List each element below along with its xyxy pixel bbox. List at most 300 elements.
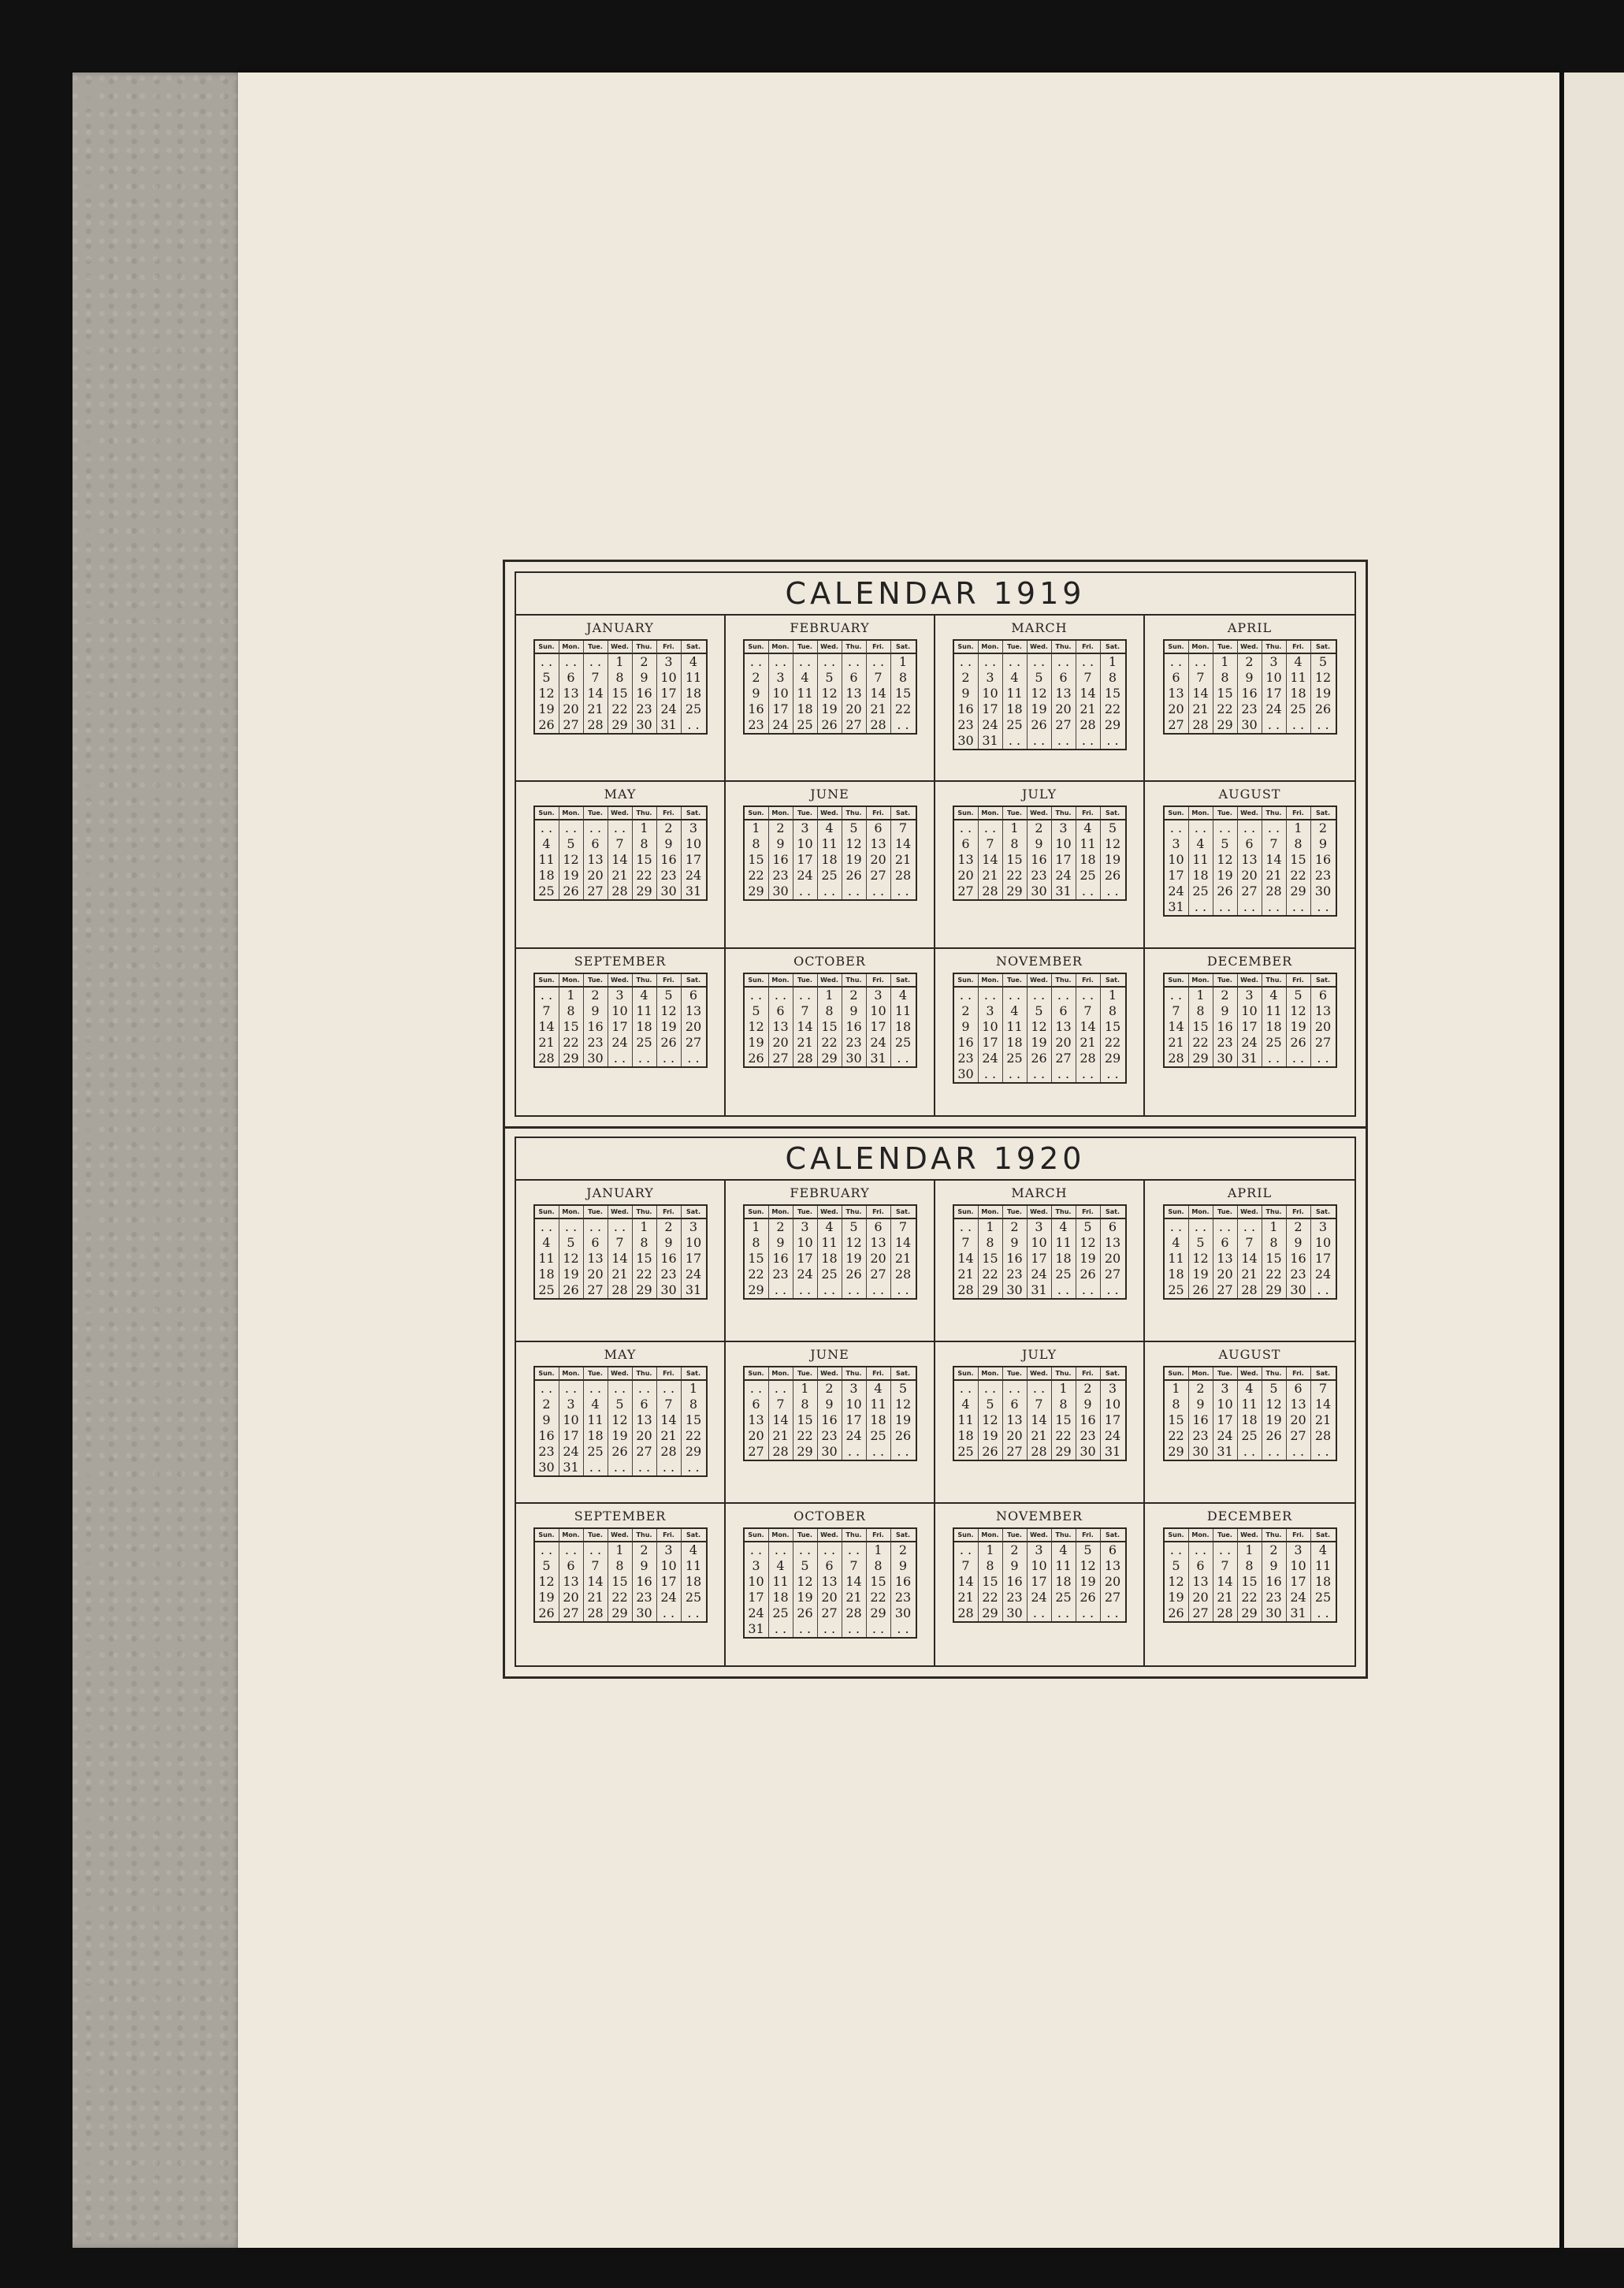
day-number: 2: [1262, 1542, 1287, 1558]
day-number: 6: [584, 1235, 608, 1251]
day-number: 6: [1189, 1558, 1213, 1574]
month-december: [1145, 949, 1355, 1115]
day-number: 17: [685, 1251, 702, 1266]
day-number: 29: [1165, 1444, 1189, 1460]
blank-day: . .: [1213, 899, 1238, 915]
weekday-header: Wed.: [1238, 974, 1262, 988]
weekday-header: Thu.: [633, 641, 657, 654]
day-number: 9: [1262, 1558, 1287, 1574]
weekday-header: Thu.: [1052, 807, 1076, 820]
day-number: 26: [1165, 1605, 1189, 1621]
day-number: 17: [608, 1019, 633, 1035]
day-number: 12: [1028, 686, 1052, 701]
blank-day: . .: [1238, 1219, 1262, 1235]
day-number: 6: [559, 670, 584, 686]
day-number: 26: [535, 717, 559, 733]
day-number: 18: [769, 1590, 793, 1605]
day-number: 23: [1287, 1267, 1311, 1282]
day-number: 21: [867, 701, 891, 717]
day-number: 9: [633, 1558, 657, 1574]
day-number: 22: [1003, 868, 1028, 884]
day-number: 30: [1003, 1282, 1028, 1298]
weekday-header: Sun.: [745, 974, 769, 988]
weekday-header: Thu.: [842, 1529, 867, 1542]
weekday-header: Mon.: [979, 641, 1003, 654]
day-number: 22: [745, 868, 769, 884]
weekday-header: Mon.: [769, 1206, 793, 1219]
day-number: 3: [608, 988, 633, 1003]
weekday-header: Tue.: [1003, 974, 1028, 988]
day-number: 2: [1076, 1381, 1101, 1397]
day-number: 24: [745, 1605, 769, 1621]
day-number: 30: [1189, 1444, 1213, 1460]
day-number: 31: [867, 1051, 891, 1066]
weekday-header: Thu.: [1052, 974, 1076, 988]
day-number: 25: [818, 1267, 842, 1282]
blank-day: . .: [1028, 1605, 1052, 1621]
day-number: 14: [894, 836, 912, 852]
weekday-header: Fri.: [1287, 1206, 1311, 1219]
day-number: 23: [1028, 868, 1052, 884]
day-number: 17: [657, 1574, 682, 1590]
month-name: AUGUST: [1218, 787, 1281, 802]
day-number: 23: [1189, 1428, 1213, 1444]
day-number: 14: [1314, 1397, 1332, 1412]
day-number: 26: [1287, 1035, 1311, 1051]
day-number: 22: [867, 1590, 891, 1605]
day-number: 17: [1262, 686, 1287, 701]
day-number: 24: [1052, 868, 1076, 884]
day-number: 25: [1314, 1590, 1332, 1605]
day-number: 27: [584, 884, 608, 899]
day-number: 20: [1052, 701, 1076, 717]
weekday-header: Sat.: [682, 1367, 706, 1381]
blank-day: . .: [633, 1460, 657, 1475]
month-day-grid: [533, 1204, 708, 1300]
weekday-header: Tue.: [584, 1206, 608, 1219]
weekday-header: Sat.: [682, 641, 706, 654]
month-day-grid: [743, 639, 917, 735]
weekday-header: Sun.: [535, 1529, 559, 1542]
blank-day: . .: [897, 717, 909, 732]
day-number: 23: [818, 1428, 842, 1444]
blank-day: . .: [633, 1051, 657, 1066]
day-number: 13: [1104, 1558, 1121, 1573]
day-number: 12: [535, 686, 559, 701]
day-number: 31: [1287, 1605, 1311, 1621]
day-number: 15: [633, 852, 657, 868]
day-number: 31: [657, 717, 682, 733]
day-number: 26: [1028, 1051, 1052, 1066]
day-number: 23: [1314, 868, 1332, 884]
day-number: 12: [559, 1251, 584, 1267]
day-number: 19: [842, 852, 867, 868]
day-number: 10: [685, 836, 702, 852]
day-number: 8: [1238, 1558, 1262, 1574]
blank-day: . .: [1213, 820, 1238, 836]
day-number: 3: [1287, 1542, 1311, 1558]
day-number: 1: [608, 654, 633, 670]
day-number: 8: [633, 1235, 657, 1251]
weekday-header: Fri.: [657, 807, 682, 820]
day-number: 4: [1165, 1235, 1189, 1251]
day-number: 28: [954, 1605, 979, 1621]
blank-day: . .: [687, 1050, 700, 1066]
day-number: 17: [1213, 1412, 1238, 1428]
day-number: 10: [1262, 670, 1287, 686]
day-number: 5: [793, 1558, 818, 1574]
day-number: 27: [867, 868, 891, 884]
day-number: 15: [818, 1019, 842, 1035]
day-number: 5: [1076, 1542, 1101, 1558]
day-number: 29: [685, 1444, 702, 1459]
weekday-header: Fri.: [1287, 974, 1311, 988]
weekday-header: Mon.: [559, 974, 584, 988]
day-number: 5: [559, 1235, 584, 1251]
blank-day: . .: [745, 1381, 769, 1397]
day-number: 16: [1238, 686, 1262, 701]
month-name: APRIL: [1227, 620, 1273, 635]
day-number: 24: [1262, 701, 1287, 717]
day-number: 11: [1165, 1251, 1189, 1267]
weekday-header: Mon.: [559, 1367, 584, 1381]
day-number: 10: [685, 1235, 702, 1250]
day-number: 19: [1262, 1412, 1287, 1428]
weekday-header: Sat.: [891, 1529, 916, 1542]
day-number: 17: [1028, 1574, 1052, 1590]
weekday-header: Tue.: [1003, 1529, 1028, 1542]
weekday-header: Tue.: [584, 1529, 608, 1542]
day-number: 16: [657, 1251, 682, 1267]
day-number: 27: [745, 1444, 769, 1460]
day-number: 8: [979, 1235, 1003, 1251]
weekday-header: Wed.: [1238, 1367, 1262, 1381]
day-number: 6: [769, 1003, 793, 1019]
day-number: 29: [1287, 884, 1311, 899]
blank-day: . .: [769, 654, 793, 670]
day-number: 19: [535, 701, 559, 717]
weekday-header: Sun.: [745, 1206, 769, 1219]
day-number: 25: [793, 717, 818, 733]
day-number: 30: [535, 1460, 559, 1475]
blank-day: . .: [1189, 1542, 1213, 1558]
day-number: 4: [793, 670, 818, 686]
day-number: 20: [584, 1267, 608, 1282]
month-name: JANUARY: [586, 620, 654, 635]
day-number: 25: [818, 868, 842, 884]
blank-day: . .: [793, 884, 818, 899]
blank-day: . .: [657, 1460, 682, 1475]
day-number: 8: [1189, 1003, 1213, 1019]
day-number: 29: [608, 1605, 633, 1621]
day-number: 28: [979, 884, 1003, 899]
blank-day: . .: [1238, 899, 1262, 915]
day-number: 9: [769, 1235, 793, 1251]
day-number: 13: [559, 686, 584, 701]
weekday-header: Mon.: [1189, 807, 1213, 820]
months-grid: [516, 616, 1355, 1115]
day-number: 26: [979, 1444, 1003, 1460]
day-number: 2: [818, 1381, 842, 1397]
blank-day: . .: [1003, 1066, 1028, 1082]
day-number: 20: [1213, 1267, 1238, 1282]
day-number: 16: [1028, 852, 1052, 868]
day-number: 15: [559, 1019, 584, 1035]
day-number: 30: [1238, 717, 1262, 733]
day-number: 7: [1076, 1003, 1101, 1019]
day-number: 13: [1165, 686, 1189, 701]
weekday-header: Sat.: [1101, 1206, 1125, 1219]
weekday-header: Sun.: [1165, 1367, 1189, 1381]
day-number: 15: [979, 1574, 1003, 1590]
day-number: 10: [1213, 1397, 1238, 1412]
day-number: 10: [979, 1019, 1003, 1035]
month-day-grid: [953, 1204, 1127, 1300]
month-name: FEBRUARY: [790, 1185, 870, 1200]
weekday-header: Sat.: [682, 1529, 706, 1542]
day-number: 11: [1076, 836, 1101, 852]
day-number: 16: [657, 852, 682, 868]
month-name: MAY: [604, 787, 637, 802]
day-number: 17: [1052, 852, 1076, 868]
day-number: 22: [633, 1267, 657, 1282]
blank-day: . .: [535, 654, 559, 670]
day-number: 19: [1314, 686, 1332, 701]
day-number: 27: [559, 717, 584, 733]
day-number: 28: [584, 1605, 608, 1621]
day-number: 1: [1262, 1219, 1287, 1235]
day-number: 21: [1238, 1267, 1262, 1282]
blank-day: . .: [1262, 820, 1287, 836]
day-number: 23: [657, 1267, 682, 1282]
day-number: 22: [1104, 701, 1121, 716]
day-number: 24: [979, 717, 1003, 733]
day-number: 28: [1165, 1051, 1189, 1066]
day-number: 7: [1189, 670, 1213, 686]
day-number: 4: [1318, 1542, 1328, 1557]
month-day-grid: [953, 973, 1127, 1084]
weekday-header: Sat.: [1311, 807, 1336, 820]
day-number: 28: [657, 1444, 682, 1460]
weekday-header: Tue.: [1213, 974, 1238, 988]
day-number: 30: [1213, 1051, 1238, 1066]
day-number: 27: [769, 1051, 793, 1066]
day-number: 2: [842, 988, 867, 1003]
day-number: 4: [818, 1219, 842, 1235]
day-number: 6: [1052, 670, 1076, 686]
day-number: 9: [633, 670, 657, 686]
day-number: 15: [1052, 1412, 1076, 1428]
weekday-header: Wed.: [1238, 1206, 1262, 1219]
weekday-header: Wed.: [1028, 974, 1052, 988]
day-number: 24: [1165, 884, 1189, 899]
day-number: 5: [657, 988, 682, 1003]
day-number: 5: [979, 1397, 1003, 1412]
weekday-header: Tue.: [1003, 641, 1028, 654]
blank-day: . .: [559, 654, 584, 670]
blank-day: . .: [1317, 899, 1329, 915]
weekday-header: Mon.: [1189, 641, 1213, 654]
blank-day: . .: [769, 1282, 793, 1298]
weekday-header: Mon.: [769, 1367, 793, 1381]
day-number: 8: [793, 1397, 818, 1412]
day-number: 11: [954, 1412, 979, 1428]
day-number: 4: [535, 836, 559, 852]
day-number: 1: [1052, 1381, 1076, 1397]
day-number: 4: [535, 1235, 559, 1251]
day-number: 30: [769, 884, 793, 899]
blank-day: . .: [842, 1621, 867, 1637]
day-number: 18: [535, 1267, 559, 1282]
day-number: 18: [1003, 701, 1028, 717]
day-number: 6: [745, 1397, 769, 1412]
weekday-header: Thu.: [1052, 641, 1076, 654]
day-number: 5: [535, 670, 559, 686]
blank-day: . .: [1106, 733, 1119, 748]
day-number: 5: [818, 670, 842, 686]
day-number: 22: [1165, 1428, 1189, 1444]
month-name: SEPTEMBER: [574, 1509, 667, 1523]
weekday-header: Sun.: [954, 807, 979, 820]
day-number: 24: [1028, 1267, 1052, 1282]
day-number: 24: [1287, 1590, 1311, 1605]
day-number: 12: [1189, 1251, 1213, 1267]
day-number: 23: [657, 868, 682, 884]
blank-day: . .: [793, 1621, 818, 1637]
day-number: 23: [584, 1035, 608, 1051]
day-number: 27: [1003, 1444, 1028, 1460]
day-number: 3: [842, 1381, 867, 1397]
day-number: 13: [584, 852, 608, 868]
weekday-header: Wed.: [818, 807, 842, 820]
month-day-grid: [953, 805, 1127, 901]
day-number: 6: [867, 820, 891, 836]
day-number: 10: [1028, 1558, 1052, 1574]
day-number: 30: [1314, 884, 1332, 899]
day-number: 23: [954, 1051, 979, 1066]
day-number: 31: [1104, 1444, 1121, 1459]
day-number: 15: [1238, 1574, 1262, 1590]
day-number: 17: [745, 1590, 769, 1605]
day-number: 28: [1262, 884, 1287, 899]
day-number: 19: [745, 1035, 769, 1051]
blank-day: . .: [897, 1444, 909, 1459]
weekday-header: Wed.: [1028, 1206, 1052, 1219]
weekday-header: Wed.: [1238, 1529, 1262, 1542]
day-number: 20: [1052, 1035, 1076, 1051]
day-number: 3: [1213, 1381, 1238, 1397]
month-october: [726, 949, 935, 1115]
day-number: 12: [894, 1397, 912, 1412]
weekday-header: Tue.: [584, 641, 608, 654]
day-number: 30: [894, 1605, 912, 1620]
day-number: 14: [979, 852, 1003, 868]
blank-day: . .: [1317, 717, 1329, 732]
day-number: 2: [1213, 988, 1238, 1003]
day-number: 14: [1028, 1412, 1052, 1428]
months-grid: [516, 1181, 1355, 1665]
blank-day: . .: [584, 820, 608, 836]
day-number: 15: [1003, 852, 1028, 868]
day-number: 20: [1238, 868, 1262, 884]
month-day-grid: [743, 1366, 917, 1461]
day-number: 20: [1314, 1018, 1332, 1034]
blank-day: . .: [559, 1542, 584, 1558]
weekday-header: Mon.: [559, 641, 584, 654]
month-day-grid: [953, 639, 1127, 750]
day-number: 27: [867, 1267, 891, 1282]
day-number: 20: [1104, 1251, 1121, 1266]
day-number: 10: [559, 1412, 584, 1428]
month-march: [935, 616, 1145, 782]
blank-day: . .: [1189, 654, 1213, 670]
day-number: 11: [1262, 1003, 1287, 1019]
weekday-header: Sun.: [1165, 807, 1189, 820]
day-number: 2: [745, 670, 769, 686]
blank-day: . .: [842, 1542, 867, 1558]
day-number: 2: [633, 1542, 657, 1558]
month-february: [726, 616, 935, 782]
weekday-header: Sun.: [1165, 641, 1189, 654]
day-number: 1: [818, 988, 842, 1003]
day-number: 14: [954, 1574, 979, 1590]
day-number: 20: [1165, 701, 1189, 717]
day-number: 15: [633, 1251, 657, 1267]
day-number: 21: [1314, 1412, 1332, 1427]
month-name: APRIL: [1227, 1185, 1273, 1200]
day-number: 7: [867, 670, 891, 686]
day-number: 1: [1189, 988, 1213, 1003]
blank-day: . .: [657, 1605, 682, 1621]
day-number: 1: [979, 1542, 1003, 1558]
day-number: 11: [685, 1558, 702, 1573]
day-number: 22: [1104, 1034, 1121, 1050]
weekday-header: Fri.: [1287, 1529, 1311, 1542]
day-number: 24: [793, 1267, 818, 1282]
weekday-header: Mon.: [769, 974, 793, 988]
day-number: 19: [1189, 1267, 1213, 1282]
weekday-header: Sat.: [891, 1367, 916, 1381]
month-december: [1145, 1504, 1355, 1665]
weekday-header: Thu.: [1052, 1529, 1076, 1542]
day-number: 6: [559, 1558, 584, 1574]
day-number: 10: [1104, 1397, 1121, 1412]
day-number: 6: [633, 1397, 657, 1412]
day-number: 2: [769, 1219, 793, 1235]
month-day-grid: [743, 1527, 917, 1639]
day-number: 14: [584, 686, 608, 701]
day-number: 31: [685, 884, 702, 899]
day-number: 28: [793, 1051, 818, 1066]
day-number: 10: [745, 1574, 769, 1590]
weekday-header: Fri.: [1287, 807, 1311, 820]
month-name: NOVEMBER: [996, 1509, 1083, 1523]
day-number: 1: [1165, 1381, 1189, 1397]
blank-day: . .: [818, 1621, 842, 1637]
day-number: 8: [1287, 836, 1311, 852]
day-number: 16: [1076, 1412, 1101, 1428]
day-number: 28: [867, 717, 891, 733]
day-number: 5: [1165, 1558, 1189, 1574]
blank-day: . .: [867, 1621, 891, 1637]
weekday-header: Wed.: [818, 974, 842, 988]
day-number: 2: [1238, 654, 1262, 670]
weekday-header: Sun.: [535, 1367, 559, 1381]
weekday-header: Sun.: [745, 807, 769, 820]
day-number: 1: [793, 1381, 818, 1397]
month-name: MARCH: [1011, 1185, 1068, 1200]
day-number: 8: [633, 836, 657, 852]
